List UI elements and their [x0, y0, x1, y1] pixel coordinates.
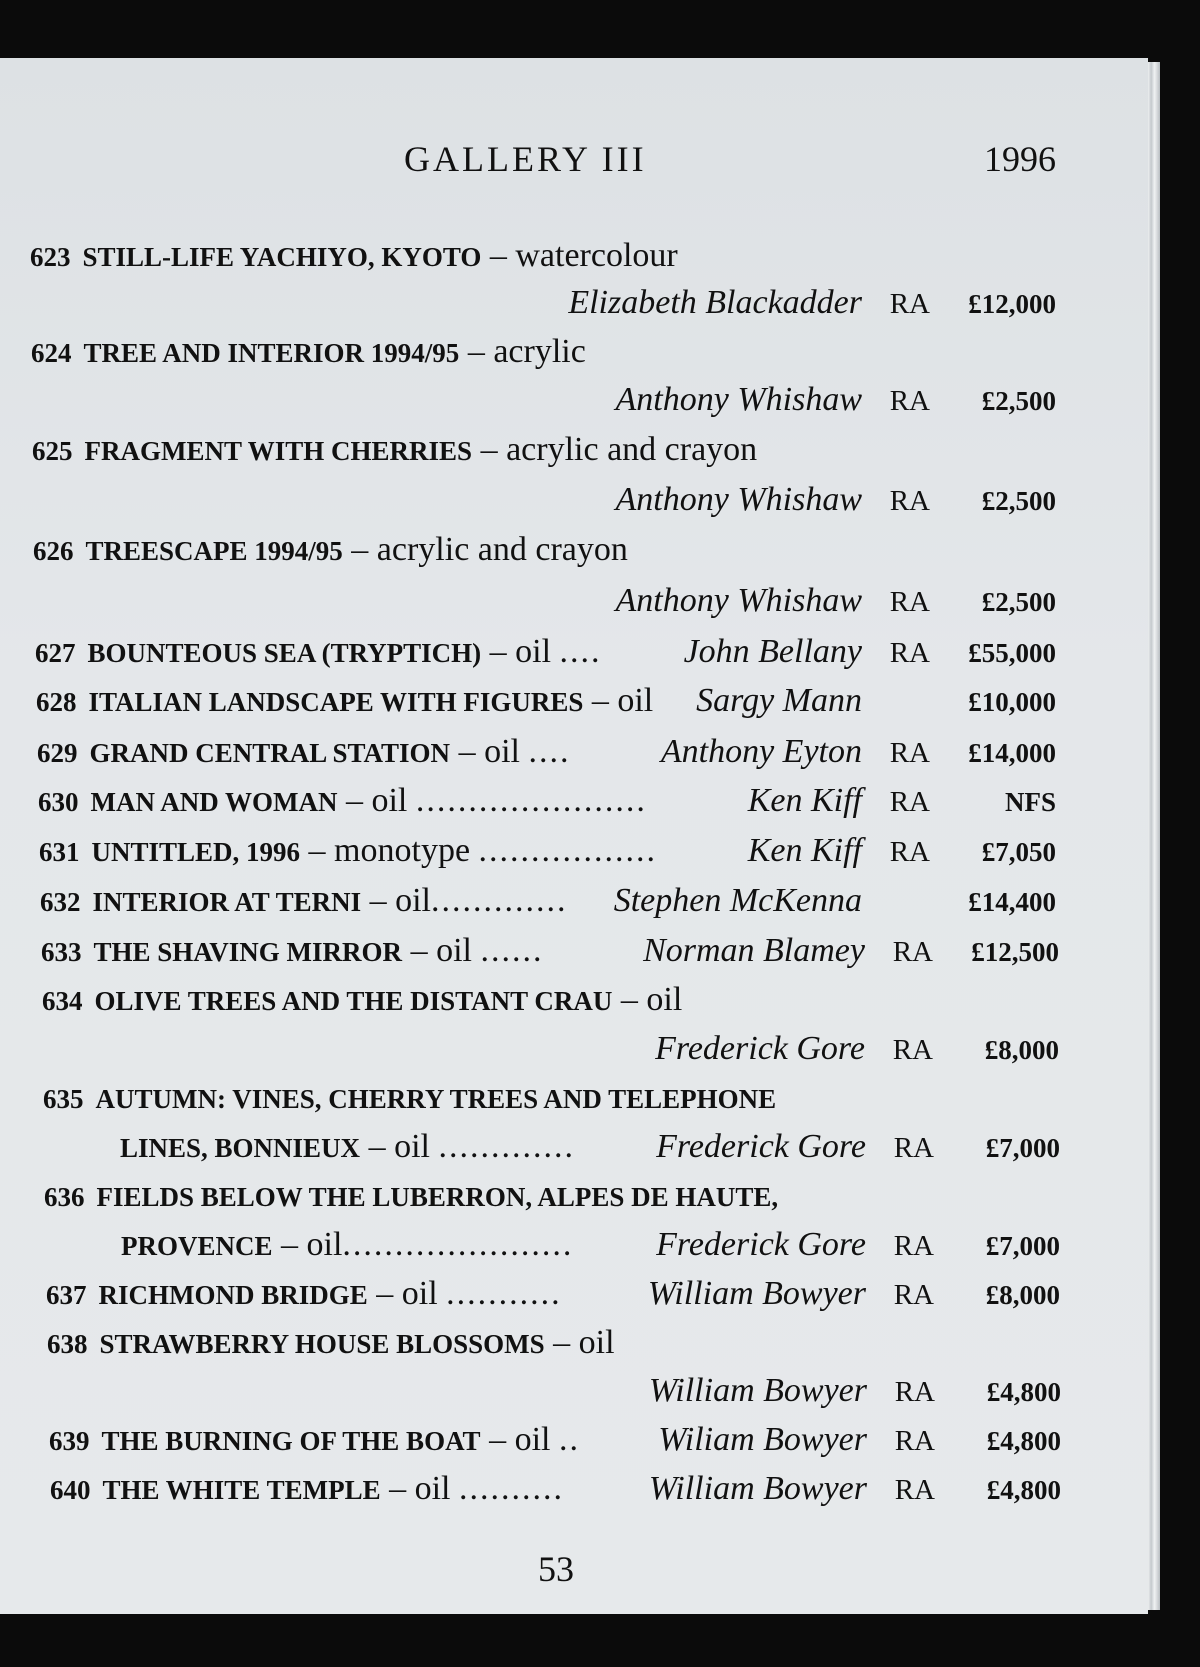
entry-medium: – acrylic and crayon [480, 431, 758, 468]
entry-price: £2,500 [981, 386, 1056, 416]
entry-636-line-1 [44, 1174, 778, 1218]
entry-title-continued: PROVENCE [121, 1231, 273, 1261]
entry-title: STILL-LIFE YACHIYO, KYOTO [82, 242, 482, 272]
entry-number: 628 [36, 687, 77, 717]
entry-medium: – acrylic [467, 333, 586, 370]
entry-634-line-1 [42, 978, 682, 1022]
entry-title: TREESCAPE 1994/95 [85, 536, 343, 566]
entry-638-line-1 [47, 1321, 615, 1365]
entry-number: 631 [39, 837, 80, 867]
entry-medium: – oil [281, 1226, 343, 1263]
entry-price: £2,500 [981, 486, 1056, 516]
entry-price: £4,800 [986, 1426, 1061, 1456]
entry-price: £7,050 [981, 837, 1056, 867]
leader-dots: ...................... [415, 782, 647, 819]
entry-artist: Frederick Gore [655, 1030, 865, 1067]
entry-price: £4,800 [986, 1475, 1061, 1505]
entry-630 [38, 779, 647, 823]
entry-number: 636 [44, 1182, 85, 1212]
entry-624-line-1 [31, 330, 586, 374]
entry-630-right [748, 779, 1056, 823]
entry-number: 640 [50, 1475, 91, 1505]
entry-ra: RA [889, 288, 930, 320]
leader-dots: ...... [480, 932, 544, 969]
entry-629-right [661, 730, 1056, 774]
entry-artist: Sargy Mann [696, 682, 862, 719]
catalogue-year: 1996 [984, 139, 1056, 179]
entry-price: £7,000 [985, 1231, 1060, 1261]
entry-medium: – oil [489, 633, 552, 670]
entry-price: £14,400 [968, 887, 1056, 917]
entry-636-line-2 [121, 1223, 573, 1267]
entry-number: 639 [49, 1426, 90, 1456]
leader-dots: .......... [459, 1470, 564, 1507]
entry-number: 635 [43, 1084, 84, 1114]
entry-628 [36, 679, 653, 723]
entry-artist: Stephen McKenna [613, 882, 862, 919]
entry-629 [37, 730, 570, 774]
entry-number: 623 [30, 242, 71, 272]
entry-ra: RA [892, 936, 933, 968]
entry-medium: – oil [458, 733, 520, 770]
entry-625-line-1 [32, 428, 757, 472]
entry-ra: RA [894, 1425, 935, 1457]
entry-title: THE SHAVING MIRROR [93, 937, 403, 967]
entry-artist: Anthony Whishaw [615, 481, 862, 518]
entry-title: FRAGMENT WITH CHERRIES [84, 436, 473, 466]
entry-title: OLIVE TREES AND THE DISTANT CRAU [94, 986, 613, 1016]
entry-623-line-2 [568, 281, 1056, 325]
entry-medium: – monotype [308, 832, 471, 869]
entry-623-line-1 [30, 234, 678, 278]
entry-artist: Frederick Gore [656, 1226, 866, 1263]
entry-title: FIELDS BELOW THE LUBERRON, ALPES DE HAUTE, [96, 1182, 779, 1212]
entry-ra: RA [893, 1230, 934, 1262]
entry-price: £7,000 [985, 1133, 1060, 1163]
entry-title: GRAND CENTRAL STATION [89, 738, 451, 768]
entry-title: THE WHITE TEMPLE [102, 1475, 381, 1505]
entry-medium: – oil [620, 981, 683, 1018]
entry-640 [50, 1467, 564, 1511]
entry-artist: Frederick Gore [656, 1128, 866, 1165]
entry-627 [35, 630, 602, 674]
entry-ra: RA [894, 1376, 935, 1408]
entry-artist: Anthony Whishaw [615, 381, 862, 418]
entry-price: £8,000 [985, 1280, 1060, 1310]
entry-artist: Anthony Eyton [660, 733, 862, 770]
entry-artist: John Bellany [683, 633, 862, 670]
entry-medium: – oil [410, 932, 472, 969]
entry-title: RICHMOND BRIDGE [98, 1280, 368, 1310]
entry-title: ITALIAN LANDSCAPE WITH FIGURES [88, 687, 584, 717]
entry-635-line-1 [43, 1076, 776, 1120]
entry-ra: RA [889, 586, 930, 618]
entry-medium: – watercolour [489, 237, 678, 274]
entry-number: 632 [40, 887, 81, 917]
entry-title: AUTUMN: VINES, CHERRY TREES AND TELEPHONE [95, 1084, 777, 1114]
entry-634-line-2 [655, 1027, 1059, 1071]
entry-636-right [656, 1223, 1060, 1267]
entry-title: BOUNTEOUS SEA (TRYPTICH) [87, 638, 482, 668]
entry-artist: Elizabeth Blackadder [568, 284, 862, 321]
page-number: 53 [538, 1549, 574, 1589]
entry-639-right [658, 1418, 1061, 1462]
entry-medium: – oil [368, 1128, 430, 1165]
entry-title: THE BURNING OF THE BOAT [101, 1426, 481, 1456]
entry-medium: – oil [376, 1275, 438, 1312]
entry-628-right [696, 679, 1056, 723]
entry-number: 625 [32, 436, 73, 466]
entry-631 [39, 829, 657, 873]
entry-medium: – acrylic and crayon [351, 531, 628, 568]
entry-638-line-2 [649, 1369, 1061, 1413]
entry-ra: RA [894, 1474, 935, 1506]
entry-medium: – oil [389, 1470, 451, 1507]
entry-626-line-2 [616, 579, 1056, 623]
entry-artist: Norman Blamey [643, 932, 865, 969]
leader-dots: .... [559, 633, 602, 670]
entry-627-right [684, 630, 1056, 674]
entry-artist: Ken Kiff [747, 782, 862, 819]
entry-medium: – oil [369, 882, 431, 919]
entry-ra: RA [889, 786, 930, 818]
entry-number: 630 [38, 787, 79, 817]
leader-dots: ............. [431, 882, 568, 919]
entry-artist: William Bowyer [648, 1470, 867, 1507]
leader-dots: ...................... [342, 1226, 574, 1263]
entry-626-line-1 [33, 528, 628, 572]
entry-ra: RA [889, 385, 930, 417]
entry-price: £2,500 [981, 587, 1056, 617]
entry-625-line-2 [616, 478, 1056, 522]
entry-artist: William Bowyer [648, 1372, 867, 1409]
leader-dots: ............. [438, 1128, 575, 1165]
entry-title: MAN AND WOMAN [90, 787, 338, 817]
entry-635-right [656, 1125, 1060, 1169]
entry-number: 624 [31, 338, 72, 368]
entry-635-line-2 [120, 1125, 575, 1169]
entry-artist: William Bowyer [647, 1275, 866, 1312]
entry-number: 629 [37, 738, 78, 768]
entry-number: 637 [46, 1280, 87, 1310]
entry-price: £12,500 [971, 937, 1059, 967]
entry-number: 626 [33, 536, 74, 566]
entry-medium: – oil [553, 1324, 615, 1361]
entry-price: £14,000 [968, 738, 1056, 768]
entry-price: £55,000 [968, 638, 1056, 668]
entry-639 [49, 1418, 580, 1462]
entry-632-right [614, 879, 1056, 923]
entry-640-right [649, 1467, 1061, 1511]
entry-ra: RA [893, 1279, 934, 1311]
entry-632 [40, 879, 568, 923]
entry-ra: RA [889, 836, 930, 868]
leader-dots: .... [528, 733, 571, 770]
leader-dots: ........... [446, 1275, 562, 1312]
entry-637 [46, 1272, 562, 1316]
entry-ra: RA [889, 737, 930, 769]
entry-price: NFS [1004, 787, 1056, 817]
entry-medium: – oil [345, 782, 408, 819]
entry-artist: Anthony Whishaw [615, 582, 862, 619]
leader-dots: .. [558, 1421, 580, 1458]
entry-title: STRAWBERRY HOUSE BLOSSOMS [99, 1329, 545, 1359]
entry-artist: Ken Kiff [747, 832, 862, 869]
entry-number: 634 [42, 986, 83, 1016]
entry-ra: RA [892, 1034, 933, 1066]
entry-price: £12,000 [968, 289, 1056, 319]
entry-title: UNTITLED, 1996 [91, 837, 301, 867]
entry-title: TREE AND INTERIOR 1994/95 [83, 338, 460, 368]
entry-631-right [748, 829, 1056, 873]
entry-artist: Wiliam Bowyer [658, 1421, 867, 1458]
entry-number: 627 [35, 638, 76, 668]
entry-ra: RA [889, 485, 930, 517]
gallery-title: GALLERY III [404, 139, 647, 179]
entry-number: 633 [41, 937, 82, 967]
entry-medium: – oil [489, 1421, 551, 1458]
entry-624-line-2 [616, 378, 1056, 422]
entry-medium: – oil [591, 682, 654, 719]
entry-title: INTERIOR AT TERNI [92, 887, 362, 917]
entry-price: £8,000 [984, 1035, 1059, 1065]
entry-price: £10,000 [968, 687, 1056, 717]
entry-637-right [648, 1272, 1060, 1316]
entry-title-continued: LINES, BONNIEUX [120, 1133, 361, 1163]
entry-633-right [643, 929, 1059, 973]
leader-dots: ................. [478, 832, 658, 869]
entry-price: £4,800 [986, 1377, 1061, 1407]
entry-number: 638 [47, 1329, 88, 1359]
entry-ra: RA [889, 637, 930, 669]
entry-633 [41, 929, 543, 973]
entry-ra: RA [893, 1132, 934, 1164]
